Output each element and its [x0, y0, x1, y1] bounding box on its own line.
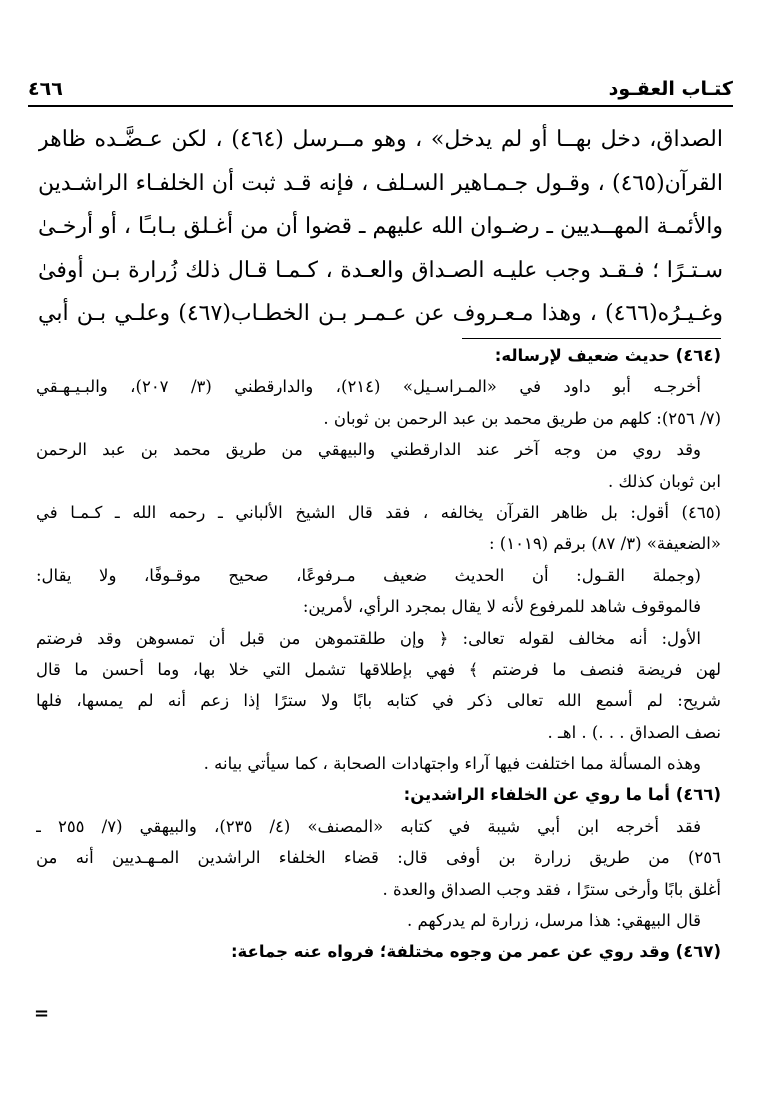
footnotes-separator — [462, 338, 721, 339]
footnotes — [36, 340, 721, 968]
footnote-line: الأول: أنه مخالف لقوله تعالى: ﴿ وإن طلقتموهن من قبل أن تمسوهن وقد فرضتم — [36, 628, 701, 648]
footnote-line: فقد أخرجه ابن أبي شيبة في كتابه «المصنف» (٤/ ٢٣٥)، والبيهقي (٧/ ٢٥٥ ـ — [36, 816, 701, 836]
footnote-line: قال البيهقي: هذا مرسل، زرارة لم يدركهم . — [406, 911, 701, 931]
continuation-mark: = — [34, 1003, 50, 1024]
main-text — [38, 118, 723, 336]
main-text-line: وغـيـرُه(٤٦٦) ، وهذا مـعـروف عن عـمـر بـن الخطـاب(٤٦٧) وعلـي بـن أبي — [38, 301, 723, 326]
main-text-line: سـتـرًا ؛ فـقـد وجب عليـه الصـداق والعـدة ، كـمـا قـال ذلك زُرارة بـن أوفىٰ — [38, 257, 723, 283]
footnote-line: ٢٥٦) من طريق زرارة بن أوفى قال: قضاء الخلفاء الراشدين المـهـديين أنه من — [36, 848, 721, 868]
footnote-line: نصف الصداق . . .) . اهـ . — [547, 722, 721, 742]
page-number: ٤٦٦ — [28, 78, 63, 100]
footnote-line: (٤٦٧) وقد روي عن عمر من وجوه مختلفة؛ فرواه عنه جماعة: — [230, 942, 721, 962]
main-text-line: القرآن(٤٦٥) ، وقـول جـمـاهير السـلف ، فإنه قـد ثبت أن الخلفـاء الراشـدين — [38, 170, 723, 196]
header-rule — [28, 105, 733, 107]
page-header — [28, 78, 733, 104]
footnote-line: وهذه المسألة مما اختلفت فيها آراء واجتهادات الصحابة ، كما سيأتي بيانه . — [203, 754, 701, 774]
footnote-line: لهن فريضة فنصف ما فرضتم ﴾ فهي بإطلاقها تشمل التي خلا بها، وما أحسن ما قال — [36, 659, 721, 679]
footnote-line: فالموقوف شاهد للمرفوع لأنه لا يقال بمجرد الرأي، لأمرين: — [302, 597, 701, 617]
footnote-line: (٤٦٦) أما ما روي عن الخلفاء الراشدين: — [403, 785, 721, 805]
footnote-line: ابن ثوبان كذلك . — [607, 471, 721, 491]
footnote-line: (٤٦٤) حديث ضعيف لإرساله: — [494, 346, 721, 365]
main-text-line: الصداق، دخل بهــا أو لم يدخل» ، وهو مــرسل (٤٦٤) ، لكن عـضَّـده ظاهر — [38, 127, 723, 152]
footnote-line: (٧/ ٢٥٦): كلهم من طريق محمد بن عبد الرحمن بن ثوبان . — [323, 408, 721, 428]
main-text-line: والأئمـة المهــديين ـ رضـوان الله عليهم ـ قضوا أن من أغـلق بـابـًا ، أو أرخـىٰ — [38, 214, 723, 239]
footnote-line: أغلق بابًا وأرخى سترًا ، فقد وجب الصداق والعدة . — [382, 879, 721, 899]
footnote-line: شريح: لم أسمع الله تعالى ذكر في كتابه بابًا ولا سترًا إذا زعم أنه لم يمسها، فلها — [36, 691, 721, 711]
footnote-line: وقد روي من وجه آخر عند الدارقطني والبيهقي من طريق محمد بن عبد الرحمن — [36, 440, 701, 460]
footnote-line: «الضعيفة» (٣/ ٨٧) برقم (١٠١٩) : — [489, 534, 721, 554]
running-title: كتـاب العقـود — [608, 78, 733, 100]
footnote-line: أخرجـه أبو داود في «المـراسـيل» (٢١٤)، والدارقطني (٣/ ٢٠٧)، والبـيـهـقي — [36, 377, 701, 397]
footnote-line: (٤٦٥) أقول: بل ظاهر القرآن يخالفه ، فقد قال الشيخ الألباني ـ رحمه الله ـ كـمـا في — [36, 502, 721, 522]
footnote-line: (وجملة القـول: أن الحديث ضعيف مـرفوعًا، صحيح موقـوفًا، ولا يقال: — [36, 565, 701, 585]
